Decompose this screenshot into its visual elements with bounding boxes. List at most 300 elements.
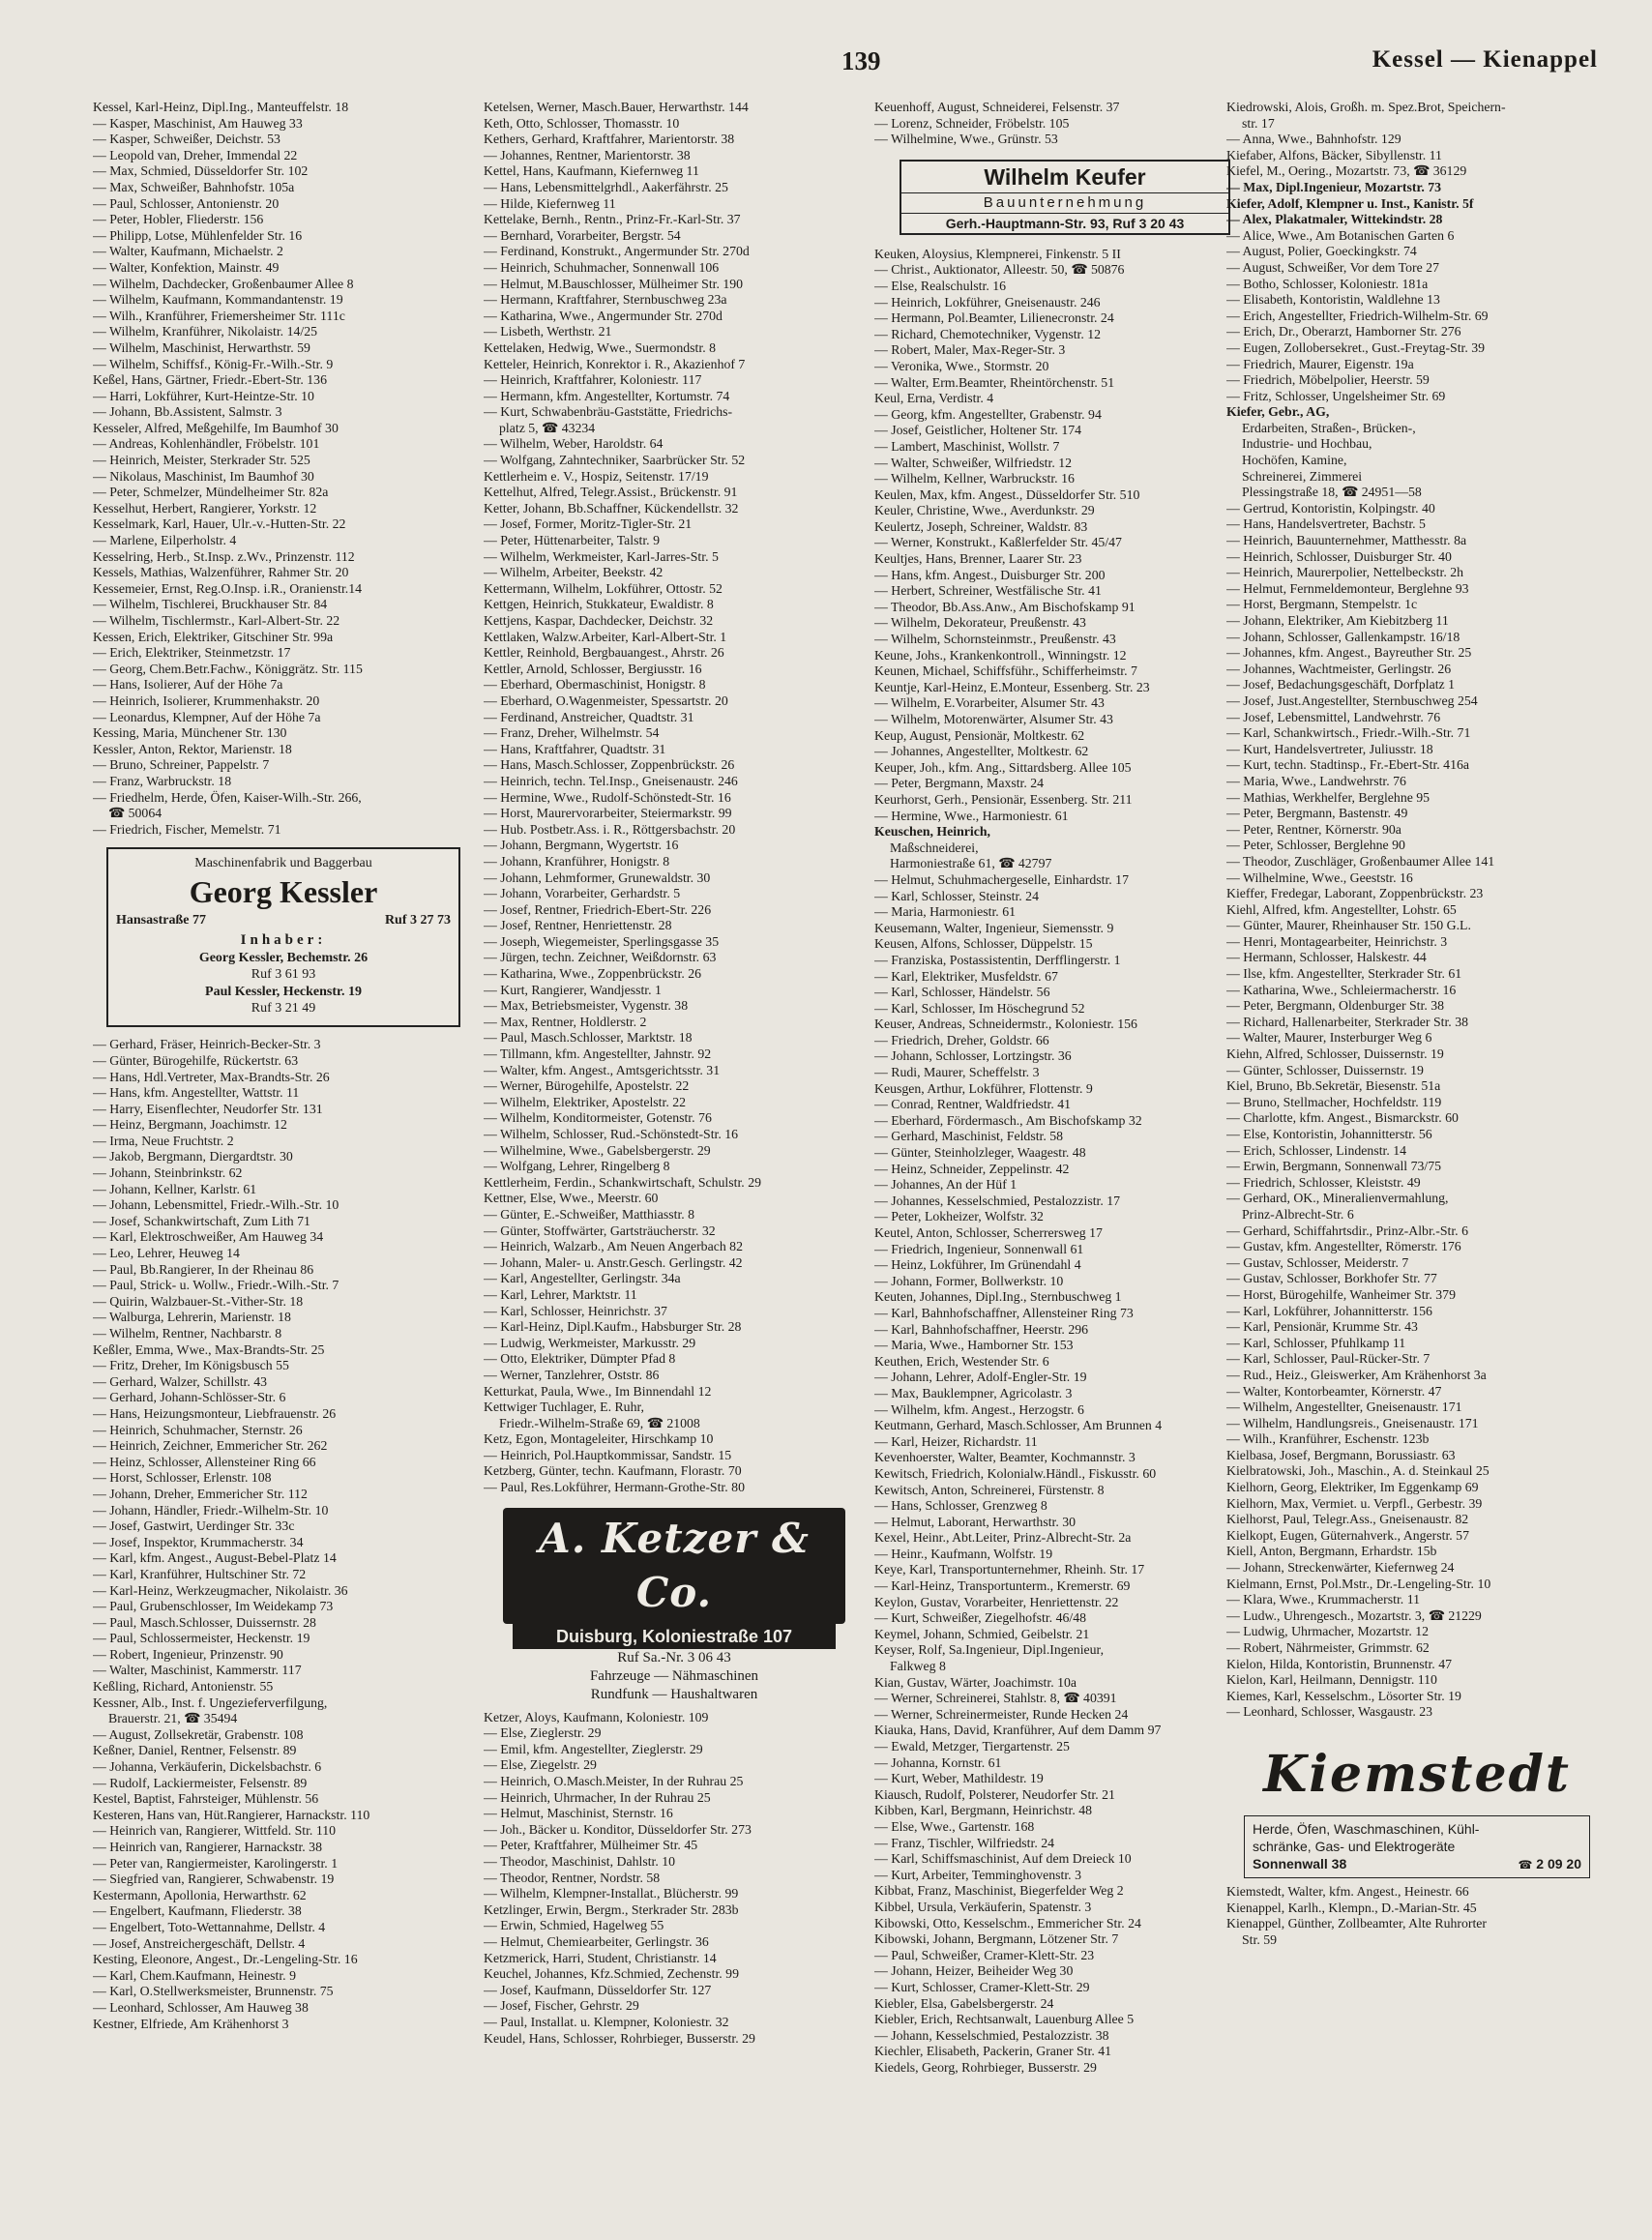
directory-entry: — Max, Bauklempner, Agricolastr. 3 <box>874 1385 1073 1400</box>
directory-entry: — Peter, Bergmann, Maxstr. 24 <box>874 776 1045 791</box>
directory-entry: — Friedrich, Maurer, Eigenstr. 19a <box>1226 356 1414 371</box>
directory-entry: — Hermann, Kraftfahrer, Sternbuschweg 23a <box>484 292 727 308</box>
directory-entry: Kettlerheim e. V., Hospiz, Seitenstr. 17/19 <box>484 468 709 484</box>
directory-entry: Kestel, Baptist, Fahrsteiger, Mühlenstr. 56 <box>93 1791 319 1807</box>
directory-entry: — Leonhard, Schlosser, Am Hauweg 38 <box>93 1999 309 2015</box>
ad-kessler-owner1: Georg Kessler, Bechemstr. 26 <box>198 951 369 966</box>
directory-entry: — Johann, Lebensmittel, Friedr.-Wilh.-Str. 10 <box>93 1197 339 1213</box>
directory-entry: — Johannes, Kesselschmied, Pestalozzistr. 17 <box>874 1193 1121 1208</box>
directory-entry: — Karl, Elektroschweißer, Am Hauweg 34 <box>93 1229 324 1245</box>
directory-entry: — Gerhard, Walzer, Schillstr. 43 <box>93 1373 268 1389</box>
directory-entry: — Hermann, Pol.Beamter, Lilienecronstr. 24 <box>874 310 1114 326</box>
directory-entry: Ketteler, Heinrich, Konrektor i. R., Akazienhof 7 <box>484 356 746 371</box>
directory-entry: — Karl, kfm. Angest., August-Bebel-Platz 14 <box>93 1550 337 1566</box>
directory-entry: — Gerhard, Fräser, Heinrich-Becker-Str. 3 <box>93 1037 321 1052</box>
directory-entry: — Günter, Bürogehilfe, Rückertstr. 63 <box>93 1052 299 1068</box>
directory-entry: — Karl, Chem.Kaufmann, Heinestr. 9 <box>93 1967 296 1983</box>
directory-entry: Kibowski, Johann, Bergmann, Lötzener Str. 7 <box>874 1931 1119 1947</box>
directory-entry: Keunen, Michael, Schiffsführ., Schifferheimstr. 7 <box>874 663 1137 679</box>
directory-entry: — Wilhelm, Angestellter, Gneisenaustr. 171 <box>1226 1400 1462 1415</box>
directory-entry: — Gerhard, Johann-Schlösser-Str. 6 <box>93 1390 286 1405</box>
directory-entry: — Peter, Bergmann, Bastenstr. 49 <box>1226 806 1408 821</box>
directory-entry: — Wilhelm, Tischlerei, Bruckhauser Str. 84 <box>93 597 328 612</box>
directory-entry: — Horst, Bergmann, Stempelstr. 1c <box>1226 597 1418 612</box>
directory-entry: Harmoniestraße 61, ☎ 42797 <box>890 856 1052 871</box>
directory-entry: Kielhorn, Max, Vermiet. u. Verpfl., Gerbestr. 39 <box>1226 1495 1483 1511</box>
directory-entry: — Hans, kfm. Angestellter, Wattstr. 11 <box>93 1085 300 1101</box>
directory-entry: — Josef, Fischer, Gehrstr. 29 <box>484 1998 639 2014</box>
directory-entry: — Karl-Heinz, Werkzeugmacher, Nikolaistr. 36 <box>93 1582 348 1598</box>
directory-entry: — Max, Betriebsmeister, Vygenstr. 38 <box>484 998 689 1014</box>
directory-entry: — Eberhard, O.Wagenmeister, Spessartstr. 20 <box>484 693 728 708</box>
directory-entry: — Ludwig, Werkmeister, Markusstr. 29 <box>484 1335 696 1350</box>
directory-entry: Keutmann, Gerhard, Masch.Schlosser, Am Brunnen 4 <box>874 1418 1163 1433</box>
directory-entry: — Fritz, Schlosser, Ungelsheimer Str. 69 <box>1226 388 1446 403</box>
directory-entry: — Josef, Lebensmittel, Landwehrstr. 76 <box>1226 709 1441 724</box>
directory-entry: — Katharina, Wwe., Angermunder Str. 270d <box>484 308 723 323</box>
directory-entry: — Johann, Lehrer, Adolf-Engler-Str. 19 <box>874 1370 1087 1385</box>
directory-entry: — Else, Wwe., Gartenstr. 168 <box>874 1818 1035 1834</box>
directory-entry: — Werner, Bürogehilfe, Apostelstr. 22 <box>484 1078 690 1094</box>
directory-entry: — Kurt, Schweißer, Ziegelhofstr. 46/48 <box>874 1610 1087 1626</box>
directory-entry: Keuschen, Heinrich, <box>874 824 990 840</box>
directory-entry: Kettlaken, Walzw.Arbeiter, Karl-Albert-Str. 1 <box>484 629 727 644</box>
directory-entry: Keulen, Max, kfm. Angest., Düsseldorfer Str. 510 <box>874 486 1140 502</box>
ad-kessler-owner2: Paul Kessler, Heckenstr. 19 <box>205 985 362 1000</box>
directory-entry: — Franz, Dreher, Wilhelmstr. 54 <box>484 725 660 741</box>
directory-entry: — Karl, O.Stellwerksmeister, Brunnenstr. 75 <box>93 1984 334 1999</box>
ad-kiemstedt-phone-wrap <box>1518 1855 1581 1873</box>
directory-entry: Kielmann, Ernst, Pol.Mstr., Dr.-Lengeling-Str. 10 <box>1226 1576 1491 1591</box>
directory-entry: — Johann, Vorarbeiter, Gerhardstr. 5 <box>484 886 681 901</box>
directory-entry: — Lambert, Maschinist, Wollstr. 7 <box>874 438 1060 454</box>
directory-entry: Friedr.-Wilhelm-Straße 69, ☎ 21008 <box>499 1415 700 1430</box>
directory-entry: — Else, Ziegelstr. 29 <box>484 1757 597 1773</box>
ad-kiemstedt-box <box>1244 1815 1590 1878</box>
directory-entry: Keuler, Christine, Wwe., Averdunkstr. 29 <box>874 503 1095 518</box>
directory-entry: — Alice, Wwe., Am Botanischen Garten 6 <box>1226 227 1455 243</box>
directory-entry: — Josef, Former, Moritz-Tigler-Str. 21 <box>484 516 693 532</box>
entry-list-col2a <box>484 100 865 1496</box>
directory-entry: — Gustav, Schlosser, Borkhofer Str. 77 <box>1226 1271 1437 1286</box>
directory-entry: — Karl, Lehrer, Marktstr. 11 <box>484 1286 637 1302</box>
directory-entry: Keuenhoff, August, Schneiderei, Felsenstr. 37 <box>874 100 1120 114</box>
directory-entry: — Walburga, Lehrerin, Marienstr. 18 <box>93 1310 291 1325</box>
directory-entry: — Max, Schweißer, Bahnhofstr. 105a <box>93 179 295 194</box>
directory-entry: — Leopold van, Dreher, Immendal 22 <box>93 147 298 162</box>
directory-entry: — Charlotte, kfm. Angest., Bismarckstr. 60 <box>1226 1110 1459 1126</box>
directory-entry: — Johann, Steinbrinkstr. 62 <box>93 1165 243 1181</box>
directory-entry: — Veronika, Wwe., Stormstr. 20 <box>874 358 1049 373</box>
directory-entry: — Horst, Maurervorarbeiter, Steiermarkstr. 99 <box>484 806 732 821</box>
directory-entry: Kevenhoerster, Walter, Beamter, Kochmannstr. 3 <box>874 1450 1136 1465</box>
directory-entry: — Heinrich, techn. Tel.Insp., Gneisenaustr. 246 <box>484 773 738 788</box>
directory-entry: — Hans, Lebensmittelgrhdl., Aakerfährstr. 25 <box>484 179 728 194</box>
directory-entry: — Johann, Dreher, Emmericher Str. 112 <box>93 1486 308 1501</box>
directory-entry: — Helmut, Fernmeldemonteur, Berglehne 93 <box>1226 580 1469 596</box>
directory-entry: Keultjes, Hans, Brenner, Laarer Str. 23 <box>874 551 1082 567</box>
directory-entry: Ketelsen, Werner, Masch.Bauer, Herwarthstr. 144 <box>484 100 749 114</box>
directory-entry: — Heinrich, Zeichner, Emmericher Str. 262 <box>93 1438 328 1454</box>
directory-entry: — Karl, Schlosser, Steinstr. 24 <box>874 888 1039 903</box>
ad-ketzer-line2: Rundfunk — Haushaltwaren <box>590 1686 758 1702</box>
directory-entry: Kettelaken, Hedwig, Wwe., Suermondstr. 8 <box>484 339 716 355</box>
directory-entry: — Wilhelm, Arbeiter, Beekstr. 42 <box>484 565 664 580</box>
directory-entry: — Henri, Montagearbeiter, Heinrichstr. 3 <box>1226 933 1448 949</box>
directory-entry: Ketter, Johann, Bb.Schaffner, Kückendellstr. 32 <box>484 500 739 516</box>
directory-entry: — Kurt, Rangierer, Wandjesstr. 1 <box>484 982 662 997</box>
directory-entry: — Engelbert, Toto-Wettannahme, Dellstr. 4 <box>93 1919 326 1934</box>
directory-entry: — Heinz, Schneider, Zeppelinstr. 42 <box>874 1161 1070 1176</box>
directory-entry: Kiemstedt, Walter, kfm. Angest., Heinestr. 66 <box>1226 1883 1469 1899</box>
directory-entry: — Walter, Maurer, Insterburger Weg 6 <box>1226 1030 1432 1046</box>
column-2 <box>484 100 865 2227</box>
directory-entry: — Walter, Kaufmann, Michaelstr. 2 <box>93 244 283 259</box>
directory-entry: Kesselmark, Karl, Hauer, Ulr.-v.-Hutten-Str. 22 <box>93 516 346 532</box>
directory-entry: — Paul, Grubenschlosser, Im Weidekamp 73 <box>93 1599 334 1614</box>
directory-entry: — Georg, Chem.Betr.Fachw., Königgrätz. Str. 115 <box>93 661 363 676</box>
entry-list-col4b <box>1226 1884 1608 1948</box>
directory-entry: — Wolfgang, Zahntechniker, Saarbrücker Str. 52 <box>484 453 746 468</box>
directory-entry: Keßling, Richard, Antonienstr. 55 <box>93 1679 274 1695</box>
directory-entry: — Karl-Heinz, Transportunterm., Kremerstr. 69 <box>874 1578 1131 1594</box>
directory-entry: — Friedrich, Dreher, Goldstr. 66 <box>874 1032 1049 1047</box>
directory-entry: Kestner, Elfriede, Am Krähenhorst 3 <box>93 2016 289 2031</box>
directory-entry: — Josef, Schankwirtschaft, Zum Lith 71 <box>93 1213 310 1228</box>
directory-entry: Kibbel, Ursula, Verkäuferin, Spatenstr. 3 <box>874 1899 1092 1914</box>
directory-entry: Kielkopt, Eugen, Güternahverk., Angerstr. 57 <box>1226 1527 1469 1543</box>
ad-kiemstedt-phone: 2 09 20 <box>1536 1855 1581 1872</box>
directory-entry: — Kurt, Weber, Mathildestr. 19 <box>874 1771 1044 1786</box>
ad-kiemstedt-logo: Kiemstedt <box>1263 1744 1571 1804</box>
directory-entry: — Max, Schmied, Düsseldorfer Str. 102 <box>93 163 309 179</box>
ad-kiemstedt-line2: schränke, Gas- und Elektrogeräte <box>1253 1838 1456 1854</box>
directory-entry: Keßler, Emma, Wwe., Max-Brandts-Str. 25 <box>93 1341 325 1357</box>
directory-entry: Keuper, Joh., kfm. Ang., Sittardsberg. Allee 105 <box>874 759 1132 775</box>
directory-entry: — Jakob, Bergmann, Diergardtstr. 30 <box>93 1149 293 1164</box>
directory-entry: — Heinrich, Pol.Hauptkommissar, Sandstr. 15 <box>484 1447 732 1462</box>
directory-entry: — Irma, Neue Fruchtstr. 2 <box>93 1133 234 1148</box>
directory-entry: — Wolfgang, Lehrer, Ringelberg 8 <box>484 1159 670 1174</box>
directory-entry: — Peter, Hüttenarbeiter, Talstr. 9 <box>484 533 660 548</box>
directory-entry: — Botho, Schlosser, Koloniestr. 181a <box>1226 276 1429 291</box>
directory-entry: — Heinz, Schlosser, Allensteiner Ring 66 <box>93 1454 316 1469</box>
directory-entry: — Karl, Kranführer, Hultschiner Str. 72 <box>93 1566 307 1581</box>
ad-ketzer-phone: Ruf Sa.-Nr. 3 06 43 <box>617 1649 731 1665</box>
directory-entry: — Johann, Händler, Friedr.-Wilhelm-Str. 10 <box>93 1502 329 1518</box>
directory-entry: — Karl, Heizer, Richardstr. 11 <box>874 1433 1038 1449</box>
directory-entry: — Heinrich, Uhrmacher, In der Ruhrau 25 <box>484 1789 711 1805</box>
directory-entry: Kessing, Maria, Münchener Str. 130 <box>93 725 287 741</box>
ad-keufer-sub: Bauunternehmung <box>901 193 1228 214</box>
ad-kiemstedt-line1: Herde, Öfen, Waschmaschinen, Kühl- <box>1253 1820 1480 1837</box>
directory-entry: — Hans, kfm. Angest., Duisburger Str. 200 <box>874 567 1106 582</box>
directory-entry: Kettgen, Heinrich, Stukkateur, Ewaldistr. 8 <box>484 597 714 612</box>
directory-entry: — Leonardus, Klempner, Auf der Höhe 7a <box>93 709 321 724</box>
directory-entry: — Wilhelm, Rentner, Nachbarstr. 8 <box>93 1326 282 1341</box>
directory-entry: — Josef, Anstreichergeschäft, Dellstr. 4 <box>93 1935 306 1951</box>
directory-entry: Kestermann, Apollonia, Herwarthstr. 62 <box>93 1887 307 1902</box>
ad-ketzer <box>503 1508 845 1704</box>
directory-entry: — Johannes, Wachtmeister, Gerlingstr. 26 <box>1226 661 1452 676</box>
directory-entry: Kienappel, Karlh., Klempn., D.-Marian-Str. 45 <box>1226 1900 1477 1915</box>
directory-entry: — Max, Rentner, Holdlerstr. 2 <box>484 1014 647 1029</box>
directory-entry: — Wilhelm, Werkmeister, Karl-Jarres-Str. 5 <box>484 548 719 564</box>
directory-entry: — Eberhard, Obermaschinist, Honigstr. 8 <box>484 677 706 693</box>
directory-entry: Kielhorst, Paul, Telegr.Ass., Gneisenaustr. 82 <box>1226 1512 1469 1527</box>
directory-entry: Keusemann, Walter, Ingenieur, Siemensstr. 9 <box>874 920 1114 935</box>
directory-entry: — Kasper, Schweißer, Deichstr. 53 <box>93 132 280 147</box>
directory-entry: — Eugen, Zollobersekret., Gust.-Freytag-Str. 39 <box>1226 339 1486 355</box>
directory-entry: — Kurt, Schwabenbräu-Gaststätte, Friedrichs- <box>484 404 733 420</box>
directory-entry: — Johannes, Rentner, Marientorstr. 38 <box>484 147 691 162</box>
directory-entry: — Hub. Postbetr.Ass. i. R., Röttgersbachstr. 20 <box>484 821 736 837</box>
directory-entry: — Wilhelm, Schornsteinmstr., Preußenstr. 43 <box>874 632 1116 647</box>
directory-entry: — Karl, Schlosser, Heinrichstr. 37 <box>484 1303 667 1318</box>
directory-entry: Ketzberg, Günter, techn. Kaufmann, Florastr. 70 <box>484 1463 742 1479</box>
directory-entry: — Walter, Konfektion, Mainstr. 49 <box>93 259 280 275</box>
directory-entry: — Herbert, Schreiner, Westfälische Str. 41 <box>874 583 1102 599</box>
directory-entry: — Helmut, Chemiearbeiter, Gerlingstr. 36 <box>484 1933 709 1949</box>
directory-entry: — Rudolf, Lackiermeister, Felsenstr. 89 <box>93 1775 308 1790</box>
entry-list-col3b <box>874 247 1255 2077</box>
directory-entry: — Heinrich, Bauunternehmer, Matthesstr. 8a <box>1226 533 1467 548</box>
directory-entry: — Hermann, kfm. Angestellter, Kortumstr. 74 <box>484 388 730 403</box>
directory-entry: — Marlene, Eilperholstr. 4 <box>93 533 237 548</box>
directory-entry: — Johann, Lehmformer, Grunewaldstr. 30 <box>484 869 711 885</box>
directory-entry: — Günter, Steinholzleger, Waagestr. 48 <box>874 1145 1086 1161</box>
directory-entry: — Hans, Hdl.Vertreter, Max-Brandts-Str. 26 <box>93 1069 330 1084</box>
directory-entry: Kesseler, Alfred, Meßgehilfe, Im Baumhof 30 <box>93 420 339 435</box>
directory-entry: — Erich, Elektriker, Steinmetzstr. 17 <box>93 645 291 661</box>
directory-entry: Kiefel, M., Oering., Mozartstr. 73, ☎ 36129 <box>1226 163 1467 179</box>
directory-entry: — Joh., Bäcker u. Konditor, Düsseldorfer Str. 273 <box>484 1821 752 1837</box>
directory-entry: Str. 59 <box>1242 1931 1278 1947</box>
directory-entry: — Helmut, Schuhmachergeselle, Einhardstr. 17 <box>874 871 1129 887</box>
directory-entry: Kian, Gustav, Wärter, Joachimstr. 10a <box>874 1674 1077 1690</box>
directory-entry: — Heinrich, Schuhmacher, Sonnenwall 106 <box>484 259 720 275</box>
directory-entry: Keßel, Hans, Gärtner, Friedr.-Ebert-Str. 136 <box>93 372 327 388</box>
directory-entry: — Heinrich, Lokführer, Gneisenaustr. 246 <box>874 294 1101 309</box>
directory-entry: — Quirin, Walzbauer-St.-Vither-Str. 18 <box>93 1293 304 1309</box>
directory-entry: — Peter, Kraftfahrer, Mülheimer Str. 45 <box>484 1838 698 1853</box>
directory-entry: — Conrad, Rentner, Waldfriedstr. 41 <box>874 1097 1072 1112</box>
directory-entry: — Wilhelm, Kellner, Warbruckstr. 16 <box>874 471 1075 486</box>
directory-entry: — Fritz, Dreher, Im Königsbusch 55 <box>93 1358 289 1373</box>
directory-entry: — Karl, Schlosser, Pfuhlkamp 11 <box>1226 1335 1406 1350</box>
directory-entry: — Theodor, Bb.Ass.Anw., Am Bischofskamp 91 <box>874 599 1136 614</box>
directory-entry: — Katharina, Wwe., Zoppenbrückstr. 26 <box>484 966 702 982</box>
directory-entry: — Johann, Kranführer, Honigstr. 8 <box>484 853 670 869</box>
directory-entry: — Wilhelm, Weber, Haroldstr. 64 <box>484 436 664 452</box>
directory-entry: Kiebler, Erich, Rechtsanwalt, Lauenburg Allee 5 <box>874 2012 1135 2027</box>
directory-entry: — Ludw., Uhrengesch., Mozartstr. 3, ☎ 21229 <box>1226 1607 1482 1623</box>
directory-entry: Ketzlinger, Erwin, Bergm., Sterkrader Str. 283b <box>484 1901 739 1917</box>
directory-entry: — Karl, Schlosser, Im Höschegrund 52 <box>874 1000 1085 1016</box>
directory-entry: — Else, Kontoristin, Johannitterstr. 56 <box>1226 1127 1432 1141</box>
directory-entry: — Kurt, Arbeiter, Temminghovenstr. 3 <box>874 1867 1081 1882</box>
directory-entry: Kessel, Karl-Heinz, Dipl.Ing., Manteuffelstr. 18 <box>93 100 349 114</box>
directory-entry: — Wilhelm, Tischlermstr., Karl-Albert-Str. 22 <box>93 613 340 628</box>
directory-entry: — Wilhelm, Kranführer, Nikolaistr. 14/25 <box>93 324 317 339</box>
directory-entry: Kessemeier, Ernst, Reg.O.Insp. i.R., Oranienstr.14 <box>93 580 363 596</box>
directory-entry: Ketz, Egon, Montageleiter, Hirschkamp 10 <box>484 1431 714 1447</box>
directory-entry: Kibbat, Franz, Maschinist, Biegerfelder Weg 2 <box>874 1883 1124 1899</box>
directory-entry: — Heinrich, Walzarb., Am Neuen Angerbach 82 <box>484 1239 743 1254</box>
directory-entry: — Johann, Elektriker, Am Kiebitzberg 11 <box>1226 613 1449 628</box>
directory-entry: — Joseph, Wiegemeister, Sperlingsgasse 35 <box>484 933 720 949</box>
directory-entry: Kesting, Eleonore, Angest., Dr.-Lengeling-Str. 16 <box>93 1952 358 1967</box>
directory-entry: — Josef, Just.Angestellter, Sternbuschweg 254 <box>1226 693 1478 708</box>
directory-entry: — Johannes, Angestellter, Moltkestr. 62 <box>874 744 1089 759</box>
directory-entry: — August, Schweißer, Vor dem Tore 27 <box>1226 259 1439 275</box>
ad-wilhelm-keufer <box>900 160 1230 235</box>
directory-entry: Ketzmerick, Harri, Student, Christianstr. 14 <box>484 1950 717 1965</box>
directory-entry: — Kurt, Schlosser, Cramer-Klett-Str. 29 <box>874 1979 1090 1994</box>
directory-entry: — Wilhelm, Klempner-Installat., Blücherstr. 99 <box>484 1886 739 1901</box>
directory-entry: — Karl, Angestellter, Gerlingstr. 34a <box>484 1271 681 1286</box>
directory-entry: — Wilhelm, Handlungsreis., Gneisenaustr. 171 <box>1226 1415 1479 1430</box>
directory-entry: Keul, Erna, Verdistr. 4 <box>874 391 994 406</box>
directory-entry: — Friedrich, Fischer, Memelstr. 71 <box>93 821 281 837</box>
directory-entry: Kiefer, Gebr., AG, <box>1226 404 1330 420</box>
directory-entry: — Johann, Schlosser, Gallenkampstr. 16/18 <box>1226 629 1460 644</box>
ad-kessler-address: Hansastraße 77 <box>116 913 206 928</box>
directory-entry: Industrie- und Hochbau, <box>1242 436 1372 452</box>
directory-entry: — Hans, Handelsvertreter, Bachstr. 5 <box>1226 516 1426 532</box>
directory-entry: — Franz, Tischler, Wilfriedstr. 24 <box>874 1835 1055 1850</box>
directory-entry: Kiel, Bruno, Bb.Sekretär, Biesenstr. 51a <box>1226 1078 1441 1094</box>
directory-entry: — Peter van, Rangiermeister, Karolingerstr. 1 <box>93 1855 339 1871</box>
directory-entry: — Friedrich, Schlosser, Kleiststr. 49 <box>1226 1174 1421 1190</box>
directory-entry: — Karl, Schankwirtsch., Friedr.-Wilh.-Str. 71 <box>1226 725 1471 741</box>
directory-entry: Plessingstraße 18, ☎ 24951—58 <box>1242 485 1422 500</box>
directory-entry: — Karl, Schlosser, Paul-Rücker-Str. 7 <box>1226 1351 1431 1367</box>
directory-entry: Kiefaber, Alfons, Bäcker, Sibyllenstr. 11 <box>1226 147 1442 162</box>
directory-entry: — Gertrud, Kontoristin, Kolpingstr. 40 <box>1226 500 1435 516</box>
directory-entry: Keylon, Gustav, Vorarbeiter, Henriettenstr. 22 <box>874 1594 1119 1609</box>
directory-entry: — Hans, Isolierer, Auf der Höhe 7a <box>93 677 283 693</box>
directory-entry: Keup, August, Pensionär, Moltkestr. 62 <box>874 727 1085 743</box>
directory-entry: — Johannes, kfm. Angest., Bayreuther Str. 25 <box>1226 645 1472 661</box>
directory-entry: — Tillmann, kfm. Angestellter, Jahnstr. 92 <box>484 1046 712 1062</box>
directory-entry: — Wilhelmine, Wwe., Gabelsbergerstr. 29 <box>484 1142 711 1158</box>
directory-entry: — Wilhelm, Schlosser, Rud.-Schönstedt-Str. 16 <box>484 1127 739 1141</box>
directory-entry: — Josef, Rentner, Henriettenstr. 28 <box>484 918 672 933</box>
directory-entry: Schreinerei, Zimmerei <box>1242 468 1363 484</box>
directory-entry: — Franz, Warbruckstr. 18 <box>93 773 232 788</box>
directory-entry: Kessner, Alb., Inst. f. Ungezieferverfilgung, <box>93 1695 328 1710</box>
directory-entry: Keuken, Aloysius, Klempnerei, Finkenstr. 5 II <box>874 246 1121 261</box>
directory-entry: Keusgen, Arthur, Lokführer, Flottenstr. 9 <box>874 1080 1093 1096</box>
directory-entry: Kettel, Hans, Kaufmann, Kiefernweg 11 <box>484 163 699 179</box>
directory-entry: — Karl, Schiffsmaschinist, Auf dem Dreieck 10 <box>874 1851 1132 1867</box>
directory-entry: — Otto, Elektriker, Dümpter Pfad 8 <box>484 1351 676 1367</box>
page-number: 139 <box>841 46 881 75</box>
ad-kessler-owner2-phone: Ruf 3 21 49 <box>251 1001 316 1017</box>
directory-entry: — Heinrich van, Rangierer, Harnackstr. 38 <box>93 1840 322 1854</box>
directory-entry: — Heinrich, Schuhmacher, Sternstr. 26 <box>93 1422 303 1437</box>
directory-entry: Kettelhut, Alfred, Telegr.Assist., Brückenstr. 91 <box>484 485 738 500</box>
directory-entry: Keßner, Daniel, Rentner, Felsenstr. 89 <box>93 1743 297 1758</box>
directory-entry: Keuser, Andreas, Schneidermstr., Koloniestr. 156 <box>874 1017 1137 1032</box>
directory-entry: — Johannes, An der Hüf 1 <box>874 1177 1018 1193</box>
directory-entry: — Bruno, Stellmacher, Hochfeldstr. 119 <box>1226 1094 1442 1109</box>
directory-entry: — Josef, Bedachungsgeschäft, Dorfplatz 1 <box>1226 677 1456 693</box>
directory-entry: Kettler, Reinhold, Bergbauangest., Ahrstr. 26 <box>484 645 724 661</box>
directory-entry: — Helmut, M.Bauschlosser, Mülheimer Str. 190 <box>484 276 744 291</box>
directory-entry: — Johann, Schlosser, Lortzingstr. 36 <box>874 1048 1072 1064</box>
directory-entry: — Karl, Bahnhofschaffner, Allensteiner Ring 73 <box>874 1305 1134 1320</box>
directory-entry: — Friedrich, Ingenieur, Sonnenwall 61 <box>874 1241 1084 1256</box>
directory-entry: — Werner, Schreinermeister, Runde Hecken 24 <box>874 1706 1129 1722</box>
directory-entry: — Robert, Maler, Max-Reger-Str. 3 <box>874 342 1066 358</box>
ad-ketzer-line1: Fahrzeuge — Nähmaschinen <box>589 1667 759 1684</box>
directory-entry: Kettwiger Tuchlager, E. Ruhr, <box>484 1400 644 1415</box>
directory-entry: — Wilhelm, Schiffsf., König-Fr.-Wilh.-Str. 9 <box>93 356 334 371</box>
directory-entry: — Heinz, Lokführer, Im Grünendahl 4 <box>874 1257 1081 1273</box>
directory-entry: — Paul, Bb.Rangierer, In der Rheinau 86 <box>93 1261 314 1277</box>
directory-entry: Kiell, Anton, Bergmann, Erhardstr. 15b <box>1226 1544 1437 1559</box>
directory-entry: Kienappel, Günther, Zollbeamter, Alte Ruhrorter <box>1226 1916 1487 1931</box>
directory-entry: — Ewald, Metzger, Tiergartenstr. 25 <box>874 1739 1070 1754</box>
directory-entry: Prinz-Albrecht-Str. 6 <box>1242 1206 1354 1222</box>
directory-entry: — Maria, Wwe., Landwehrstr. 76 <box>1226 773 1406 788</box>
ad-kessler-owner-label: Inhaber: <box>240 932 327 949</box>
phone-icon: ☎ <box>1518 1857 1533 1872</box>
directory-entry: — Erich, Dr., Oberarzt, Hamborner Str. 276 <box>1226 324 1461 339</box>
directory-entry: — Else, Realschulstr. 16 <box>874 278 1007 293</box>
directory-entry: — Harry, Eisenflechter, Neudorfer Str. 131 <box>93 1101 323 1116</box>
ad-kessler-name: Georg Kessler <box>189 874 378 910</box>
directory-entry: — Peter, Schmelzer, Mündelheimer Str. 82a <box>93 485 329 500</box>
directory-entry: — Theodor, Zuschläger, Großenbaumer Allee 141 <box>1226 853 1495 869</box>
directory-entry: — Günter, Schlosser, Duissernstr. 19 <box>1226 1062 1424 1077</box>
directory-entry: — Lorenz, Schneider, Fröbelstr. 105 <box>874 115 1070 131</box>
directory-entry: — Robert, Nährmeister, Grimmstr. 62 <box>1226 1640 1430 1655</box>
directory-entry: — Maria, Harmoniestr. 61 <box>874 904 1016 920</box>
directory-entry: — Karl, Elektriker, Musfeldstr. 67 <box>874 968 1058 984</box>
directory-entry: Kiehn, Alfred, Schlosser, Duissernstr. 19 <box>1226 1046 1444 1062</box>
directory-entry: — Walter, Schweißer, Wilfriedstr. 12 <box>874 455 1073 470</box>
directory-entry: Kiebler, Elsa, Gabelsbergerstr. 24 <box>874 1995 1054 2011</box>
directory-entry: Keune, Johs., Krankenkontroll., Winningstr. 12 <box>874 647 1127 663</box>
directory-entry: — Robert, Ingenieur, Prinzenstr. 90 <box>93 1646 283 1662</box>
directory-entry: Keurhorst, Gerh., Pensionär, Essenberg. Str. 211 <box>874 791 1133 807</box>
directory-entry: — Bruno, Schreiner, Pappelstr. 7 <box>93 757 270 773</box>
directory-entry: — Anna, Wwe., Bahnhofstr. 129 <box>1226 132 1401 147</box>
ad-kiemstedt <box>1236 1738 1598 1878</box>
directory-entry: — Paul, Masch.Schlosser, Marktstr. 18 <box>484 1030 693 1046</box>
directory-entry: Kessen, Erich, Elektriker, Gitschiner Str. 99a <box>93 629 334 644</box>
directory-entry: — Hans, Heizungsmonteur, Liebfrauenstr. 26 <box>93 1405 337 1421</box>
directory-entry: — Werner, Tanzlehrer, Oststr. 86 <box>484 1367 660 1382</box>
directory-entry: — Erich, Schlosser, Lindenstr. 14 <box>1226 1142 1407 1158</box>
directory-entry: — Josef, Inspektor, Krummacherstr. 34 <box>93 1534 304 1549</box>
directory-entry: Kiedrowski, Alois, Großh. m. Spez.Brot, Speichern- <box>1226 100 1506 114</box>
directory-entry: — Walter, kfm. Angest., Amtsgerichtsstr. 31 <box>484 1062 721 1077</box>
directory-entry: Erdarbeiten, Straßen-, Brücken-, <box>1242 420 1416 435</box>
directory-entry: — Johann, Bb.Assistent, Salmstr. 3 <box>93 404 282 420</box>
directory-entry: — Hermine, Wwe., Harmoniestr. 61 <box>874 808 1069 823</box>
ad-kessler-owner1-phone: Ruf 3 61 93 <box>251 967 316 983</box>
directory-entry: — Walter, Kontorbeamter, Körnerstr. 47 <box>1226 1383 1442 1399</box>
directory-entry: Falkweg 8 <box>890 1659 946 1674</box>
column-1 <box>93 100 474 2227</box>
directory-entry: — Friedhelm, Herde, Öfen, Kaiser-Wilh.-Str. 266, <box>93 789 362 805</box>
directory-entry: Kiehl, Alfred, kfm. Angestellter, Lohstr. 65 <box>1226 901 1457 917</box>
directory-entry: Brauerstr. 21, ☎ 35494 <box>108 1711 238 1726</box>
